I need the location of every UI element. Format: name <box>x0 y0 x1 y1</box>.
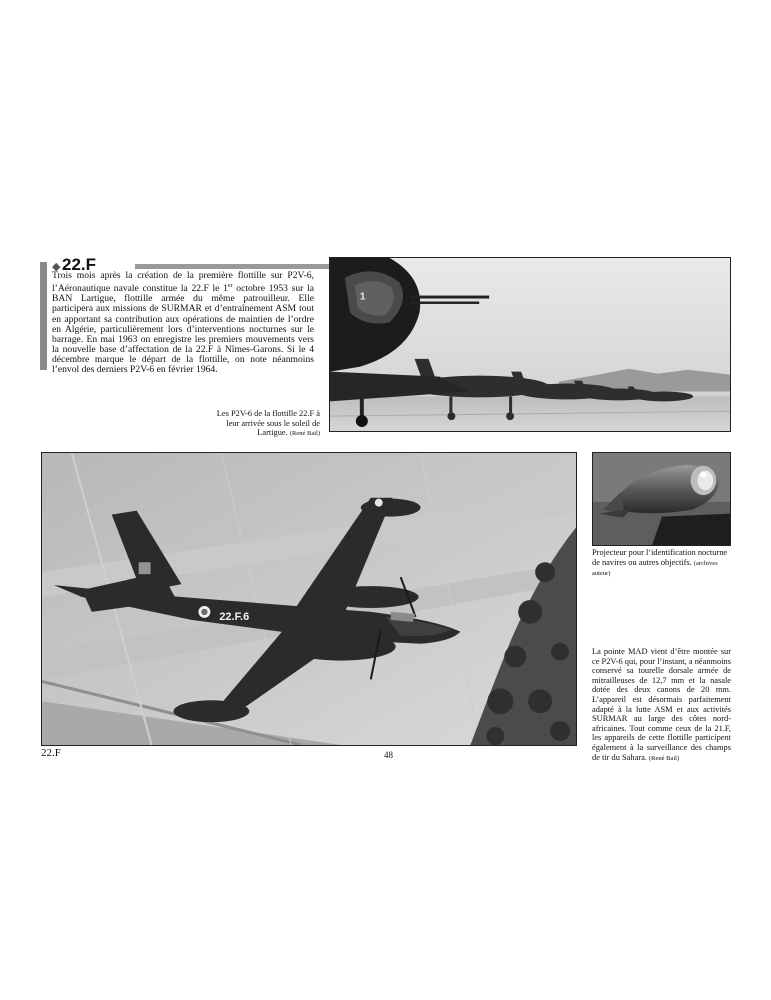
caption-mad-text: La pointe MAD vient d’être montée sur ce P2V-6 qui, pour l’instant, a néanmoins conservé sa tourelle dorsale armée de mitrailleuses de 12,7 mm et la nasale dotée des deux canons de 20 mm. L’appareil est désormais parfaitement adapté à la lutte ASM et aux activités SURMAR au large des côtes nord-africaines. Tout comme ceux de la 21.F, les appareils de cette flottille participent également à la surveillance des champs de tir du Sahara. <box>592 647 731 762</box>
intro-text-2: octobre 1953 sur la BAN Lartigue, flottille armée du même patrouilleur. Elle participera aux missions de SURMAR et d’entraînement ASM tout en apportant sa contribution aux opérations de maintien de l’ordre en Algérie, particulièrement lors d’interventions nocturnes sur le barrage. En mai 1963 on enregistre les premiers mouvements vers la nouvelle base d’affectation de la 22.F à Nîmes-Garons. Si le 4 décembre marque le départ de la flottille, on note néanmoins l’envol des derniers P2V-6 en février 1964. <box>52 283 314 376</box>
caption-lineup <box>214 409 320 439</box>
photo-searchlight <box>592 452 731 546</box>
caption-searchlight <box>592 548 734 579</box>
caption-lineup-text: Les P2V-6 de la flottille 22.F à leur arrivée sous le soleil de Lartigue. <box>216 409 320 438</box>
photo-aerial-p2v6 <box>41 452 577 746</box>
intro-paragraph <box>52 271 314 375</box>
caption-searchlight-credit: (archives auteur) <box>592 559 718 578</box>
running-footer: 22.F <box>41 747 61 759</box>
diamond-bullet-icon: ◆ <box>52 261 61 273</box>
intro-superscript: er <box>227 283 233 290</box>
caption-lineup-credit: (René Bail) <box>289 430 320 438</box>
page-number: 48 <box>384 750 393 760</box>
caption-mad-credit: (René Bail) <box>648 754 680 762</box>
section-title: 22.F <box>62 255 97 274</box>
aircraft-code-marking: 22.F.6 <box>219 610 250 623</box>
turret-number: 1 <box>359 291 366 303</box>
section-side-bar <box>40 262 47 370</box>
section-rule <box>135 264 360 269</box>
caption-searchlight-text: Projecteur pour l’identification nocturne de navires ou autres objectifs. <box>592 548 728 567</box>
caption-mad <box>592 647 731 763</box>
photo-lineup <box>329 257 731 432</box>
intro-text-1: Trois mois après la création de la première flottille sur P2V-6, l’Aéronautique navale constitue la 22.F le 1 <box>52 270 314 295</box>
